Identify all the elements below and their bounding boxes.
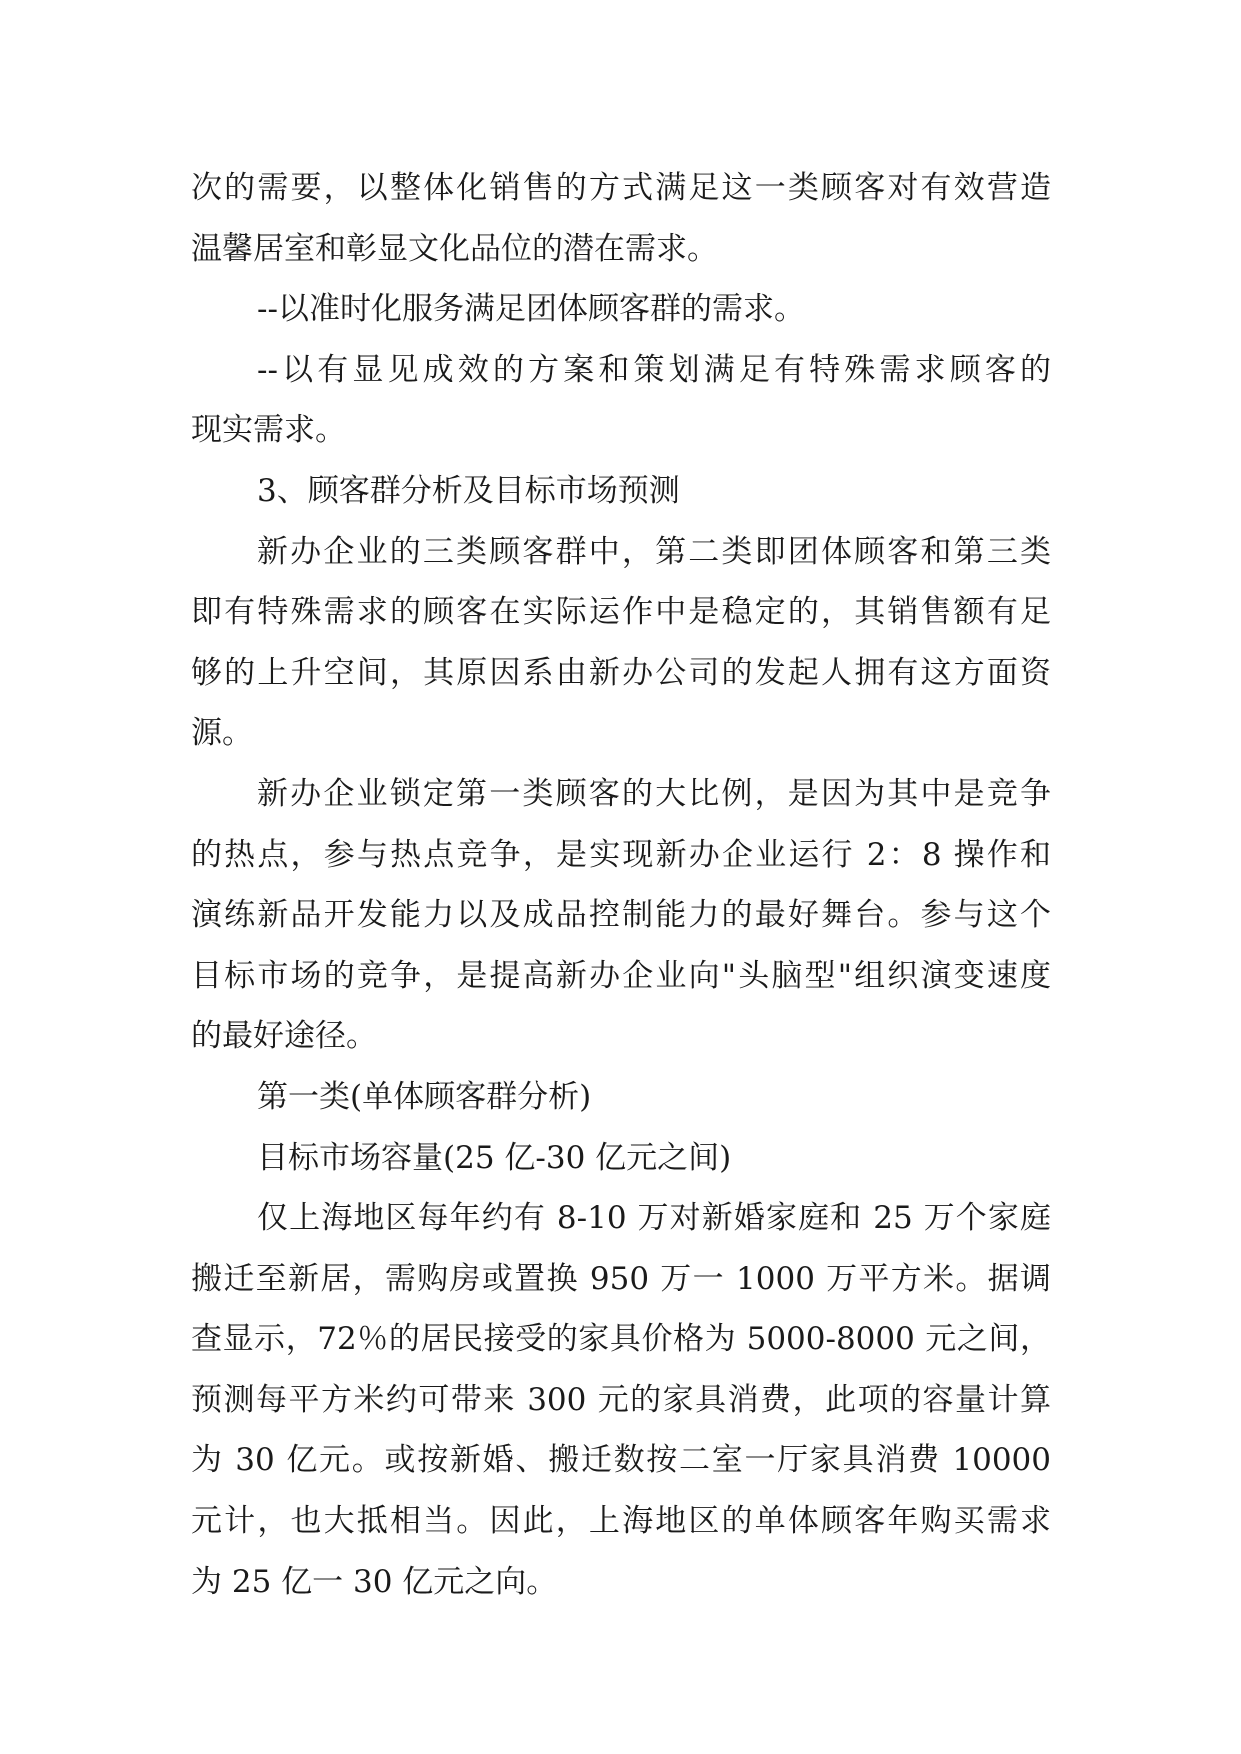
document-line: 预测每平方米约可带来 300 元的家具消费，此项的容量计算 (191, 1381, 1051, 1418)
document-line: 第一类(单体顾客群分析) (257, 1078, 592, 1115)
document-line: 为 25 亿一 30 亿元之向。 (191, 1563, 558, 1600)
document-line: 3、顾客群分析及目标市场预测 (257, 472, 680, 509)
document-body (191, 158, 1051, 1612)
document-line: 搬迁至新居，需购房或置换 950 万一 1000 万平方米。据调 (191, 1260, 1051, 1297)
document-line: 目标市场的竞争，是提高新办企业向"头脑型"组织演变速度 (191, 957, 1051, 994)
document-line: 的最好途径。 (191, 1018, 377, 1055)
document-line: 查显示，72％的居民接受的家具价格为 5000-8000 元之间， (191, 1321, 1051, 1358)
document-line: 目标市场容量(25 亿-30 亿元之间) (257, 1139, 732, 1176)
document-line: 的热点，参与热点竞争，是实现新办企业运行 2：8 操作和 (191, 836, 1051, 873)
document-line: 源。 (191, 715, 253, 752)
document-line: 新办企业锁定第一类顾客的大比例，是因为其中是竞争 (257, 775, 1051, 812)
document-line: --以有显见成效的方案和策划满足有特殊需求顾客的 (257, 351, 1051, 388)
document-line: 温馨居室和彰显文化品位的潜在需求。 (191, 230, 718, 267)
document-line: 现实需求。 (191, 412, 346, 449)
document-line: 为 30 亿元。或按新婚、搬迁数按二室一厅家具消费 10000 (191, 1442, 1051, 1479)
document-line: --以准时化服务满足团体顾客群的需求。 (257, 291, 805, 328)
document-line: 元计，也大抵相当。因此，上海地区的单体顾客年购买需求 (191, 1503, 1051, 1540)
document-line: 演练新品开发能力以及成品控制能力的最好舞台。参与这个 (191, 897, 1051, 934)
document-line: 次的需要，以整体化销售的方式满足这一类顾客对有效营造 (191, 170, 1051, 206)
document-line: 仅上海地区每年约有 8-10 万对新婚家庭和 25 万个家庭 (257, 1200, 1051, 1237)
document-line: 够的上升空间，其原因系由新办公司的发起人拥有这方面资 (191, 654, 1051, 691)
document-line: 新办企业的三类顾客群中，第二类即团体顾客和第三类 (257, 533, 1051, 570)
document-line: 即有特殊需求的顾客在实际运作中是稳定的，其销售额有足 (191, 594, 1051, 631)
